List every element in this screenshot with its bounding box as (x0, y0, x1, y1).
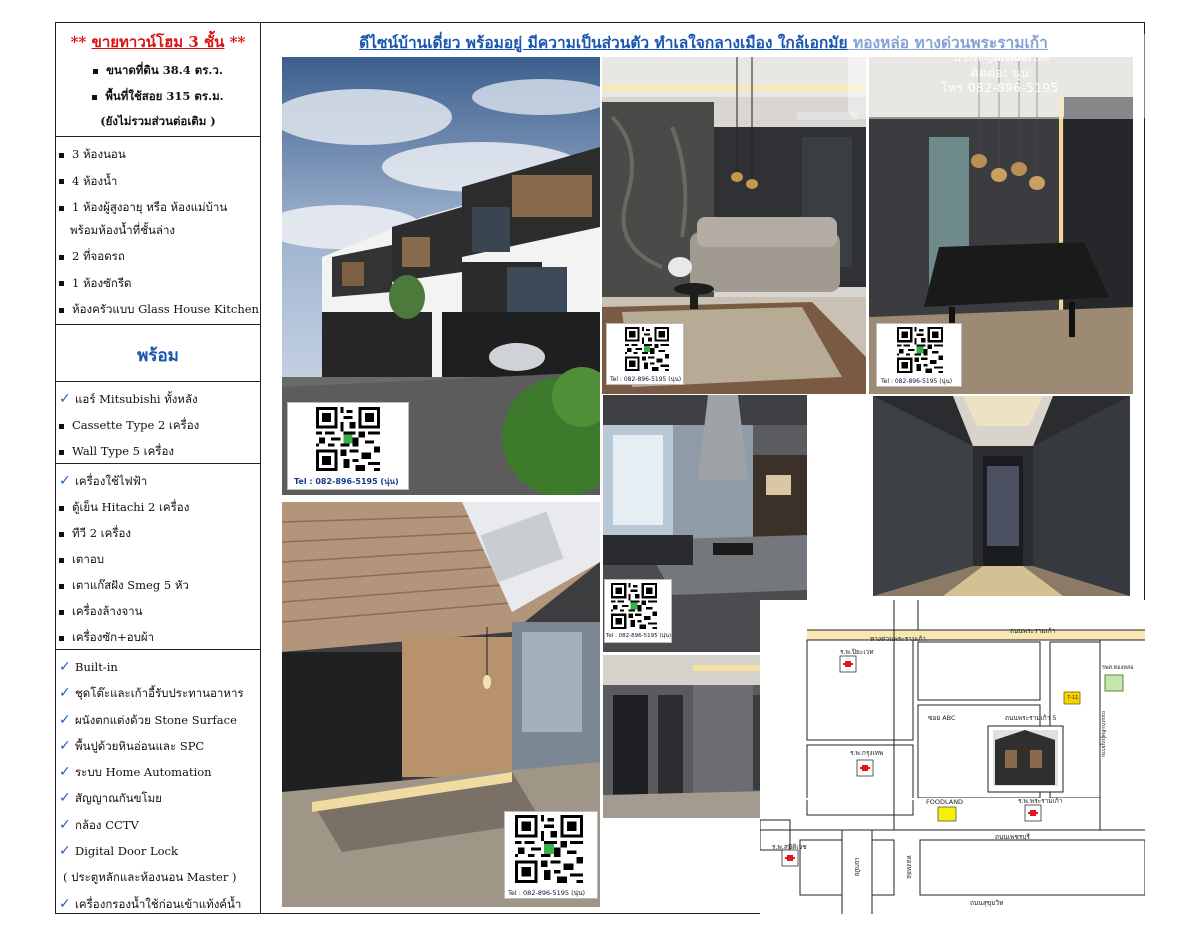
map-label-hospital-4: ร.พ.สมิติเวช (772, 843, 807, 851)
location-map (760, 600, 1145, 914)
list-item-continuation: พร้อมห้องน้ำที่ชั้นล่าง (70, 222, 176, 237)
qr-card-dining (876, 323, 962, 387)
land-size: ขนาดที่ดิน 38.4 ตร.ว. (59, 62, 257, 80)
hallway-photo (873, 396, 1130, 596)
title-stars-right: ** (229, 33, 246, 51)
qr-code-icon (515, 815, 583, 883)
map-label-hospital-2: ร.พ.กรุงเทพ (850, 749, 884, 757)
list-item: 3 ห้องนอน (59, 141, 257, 168)
home-icon: ⌂ (954, 53, 961, 64)
map-label-school: รพส.ทองหล่อ (1102, 665, 1134, 671)
feature-item: ✓ Digital Door Lock (59, 838, 257, 864)
check-icon: ✓ (59, 843, 71, 860)
map-label-expressway: ทางด่วนพระรามเก้า (870, 635, 926, 643)
map-label-road-petchaburi: ถนนเพชรบุรี (995, 833, 1030, 841)
aircon-heading: ✓ แอร์ Mitsubishi ทั้งหลัง (59, 386, 257, 412)
qr-card-exterior (287, 402, 409, 490)
headline: ดีไซน์บ้านเดี่ยว พร้อมอยู่ มีความเป็นส่วนตัว ทำเลใจกลางเมือง ใกล้เอกมัย ทองหล่อ ทางด่วนพระรามเก้า (359, 33, 1048, 52)
brand-contact (905, 66, 1095, 96)
contact-phone: โทร 082-896-5195 (941, 81, 1059, 95)
appliance-heading: ✓ เครื่องใช้ไฟฟ้า (59, 468, 257, 494)
list-item: Cassette Type 2 เครื่อง (59, 412, 257, 438)
qr-caption: Tel : 082-896-5195 (นุ่น) (606, 633, 672, 639)
list-item: เตาอบ (59, 546, 257, 572)
map-label-hospital-1: ร.พ.ปิยะเวท (840, 648, 874, 656)
map-label-road-right: ถนนประดิษฐ์มนูธรรม (1100, 710, 1107, 758)
qr-caption: Tel : 082-896-5195 (นุ่น) (610, 376, 682, 383)
list-item: ตู้เย็น Hitachi 2 เครื่อง (59, 494, 257, 520)
check-icon: ✓ (59, 473, 71, 489)
map-label-foodland: FOODLAND (926, 798, 964, 806)
feature-item: ✓ ผนังตกแต่งด้วย Stone Surface (59, 707, 257, 733)
list-item: Wall Type 5 เครื่อง (59, 438, 257, 464)
qr-code-icon (611, 583, 657, 629)
check-icon: ✓ (59, 764, 71, 781)
map-label-seven: 7-11 (1067, 695, 1079, 701)
check-icon: ✓ (59, 685, 71, 702)
check-icon: ✓ (59, 711, 71, 728)
qr-card-kitchen (604, 579, 672, 643)
map-label-road-ekkamai: เอกมัย (853, 857, 862, 877)
map-label-road-sukhumvit: ถนนสุขุมวิท (970, 899, 1004, 907)
map-label-soi-rama: ถนนพระรามเก้า 5 (1005, 714, 1057, 722)
ready-heading: พร้อม (137, 346, 179, 366)
feature-item: ✓ พื้นปูด้วยหินอ่อนและ SPC (59, 733, 257, 759)
feature-item: ✓ เครื่องกรองน้ำใช้ก่อนเข้าแท้งค์น้ำ (59, 891, 257, 917)
qr-card-living (606, 323, 684, 385)
qr-code-icon (897, 327, 943, 373)
list-item: ห้องครัวแบบ Glass House Kitchen (59, 296, 257, 323)
list-item: เครื่องซัก+อบผ้า (59, 624, 257, 650)
check-icon: ✓ (59, 816, 71, 833)
area-note: (ยังไม่รวมส่วนต่อเติม ) (100, 114, 216, 128)
check-icon: ✓ (59, 895, 71, 912)
contact-name: ติดต่อ: นุน (970, 66, 1030, 80)
qr-code-icon (316, 407, 380, 471)
qr-caption: Tel : 082-896-5195 (นุ่น) (508, 889, 586, 897)
list-item: 2 ที่จอดรถ (59, 243, 257, 270)
check-icon: ✓ (59, 391, 71, 407)
check-icon: ✓ (59, 790, 71, 807)
door-lock-note: ( ประตูหลักและห้องนอน Master ) (63, 870, 237, 885)
map-label-road-thonglor: ทองหล่อ (904, 855, 913, 879)
feature-item: ✓ Built-in (59, 654, 257, 680)
qr-caption: Tel : 082-896-5195 (นุ่น) (881, 378, 953, 385)
list-item: 1 ห้องผู้สูงอายุ หรือ ห้องแม่บ้าน (59, 194, 257, 221)
list-item: 1 ห้องซักรีด (59, 270, 257, 297)
qr-code-icon (625, 327, 669, 371)
qr-caption: Tel : 082-896-5195 (นุ่น) (294, 477, 399, 486)
title-stars-left: ** (70, 33, 87, 51)
list-item: 4 ห้องน้ำ (59, 168, 257, 195)
usable-area: พื้นที่ใช้สอย 315 ตร.ม. (59, 88, 257, 106)
title-text: ขายทาวน์โฮม 3 ชั้น (91, 33, 225, 51)
check-icon: ✓ (59, 659, 71, 675)
feature-item: ✓ ชุดโต๊ะและเก้าอี้รับประทานอาหาร (59, 680, 257, 706)
map-label-road-top: ถนนพระรามเก้า (1010, 627, 1056, 635)
feature-item: ✓ สัญญาณกันขโมย (59, 785, 257, 811)
feature-item: ✓ กล้อง CCTV (59, 812, 257, 838)
map-label-soi-abc: ซอย ABC (928, 714, 956, 722)
list-item: ทีวี 2 เครื่อง (59, 520, 257, 546)
feature-item: ✓ ระบบ Home Automation (59, 759, 257, 785)
map-label-hospital-3: ร.พ.พระรามเก้า (1018, 797, 1063, 805)
list-item: เครื่องล้างจาน (59, 598, 257, 624)
qr-card-bedroom (504, 811, 598, 899)
check-icon: ✓ (59, 737, 71, 754)
livinginsider-logo: ⌂ LivingInsider.com (954, 53, 1050, 64)
list-item: เตาแก๊สฝัง Smeg 5 หัว (59, 572, 257, 598)
